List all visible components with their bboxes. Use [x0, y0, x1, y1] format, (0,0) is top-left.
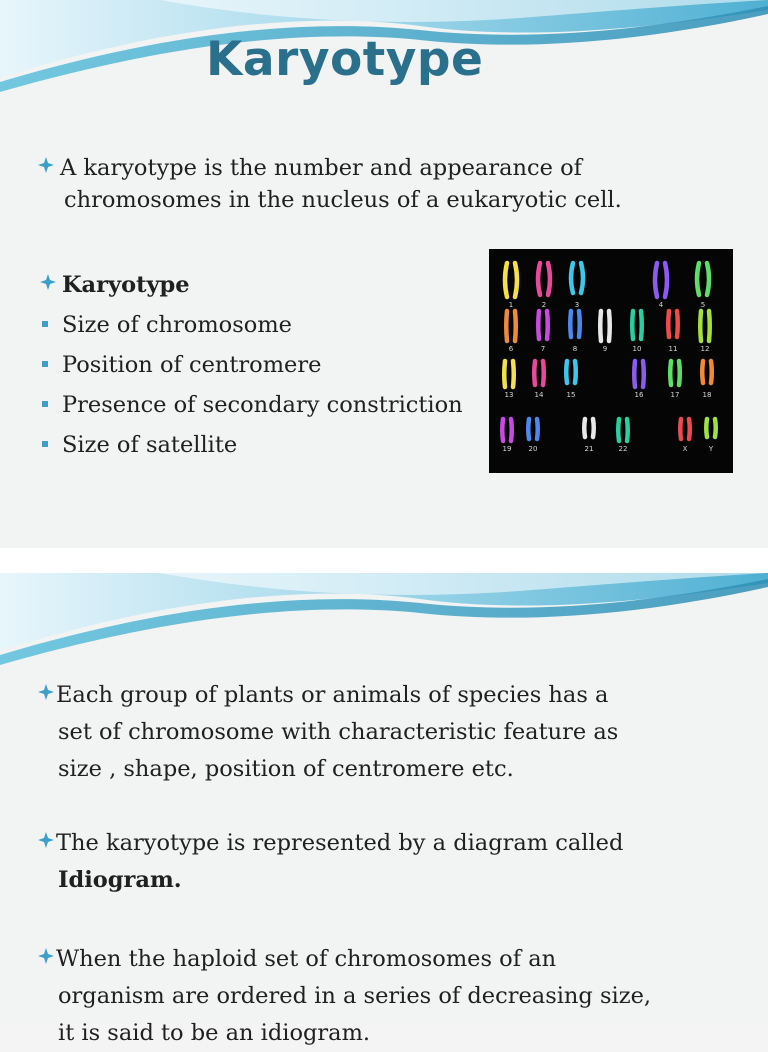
- square-bullet-icon: [42, 441, 48, 447]
- karyotype-chromosome-illustration: [489, 249, 733, 473]
- chromosome-shape: [538, 311, 539, 339]
- square-bullet-icon: [42, 321, 48, 327]
- chromosome-shape: [515, 263, 517, 297]
- chromosome-shape: [700, 311, 701, 341]
- diamond-bullet-icon: [40, 274, 56, 290]
- idiogram-term: Idiogram.: [58, 867, 182, 893]
- point1-line: size , shape, position of centromere etc.: [58, 756, 514, 782]
- chromosome-shape: [502, 419, 503, 441]
- chromosome-shape: [634, 361, 635, 387]
- chromosome-number-label: 20: [528, 445, 538, 453]
- chromosome-shape: [579, 311, 580, 337]
- definition-line-1: A karyotype is the number and appearance of: [60, 155, 582, 181]
- chromosome-shape: [570, 311, 571, 337]
- chromosome-shape: [575, 361, 576, 383]
- chromosome-shape: [571, 263, 573, 293]
- list-item-text: Size of satellite: [62, 432, 238, 458]
- chromosome-shape: [511, 419, 512, 441]
- chromosome-shape: [534, 361, 535, 385]
- point3-line: When the haploid set of chromosomes of an: [56, 946, 557, 972]
- karyotype-feature-list: [42, 265, 463, 465]
- chromosome-shape: [665, 263, 667, 297]
- list-item: [42, 425, 463, 465]
- chromosome-shape: [679, 361, 680, 385]
- slide-separator: [0, 548, 768, 573]
- chromosome-shape: [711, 361, 712, 383]
- chromosome-shape: [600, 311, 601, 341]
- chromosome-number-label: 16: [634, 391, 644, 399]
- list-item: [42, 345, 463, 385]
- chromosome-shape: [584, 419, 585, 437]
- chromosome-shape: [709, 311, 710, 341]
- chromosome-number-label: 1: [508, 301, 514, 309]
- definition-paragraph: [38, 152, 622, 216]
- chromosome-number-label: 5: [700, 301, 706, 309]
- chromosome-number-label: 17: [670, 391, 680, 399]
- chromosome-shape: [538, 263, 540, 295]
- header-wave-decoration: [0, 573, 768, 673]
- point3-line: it is said to be an idiogram.: [58, 1020, 371, 1046]
- chromosome-number-label: 22: [618, 445, 628, 453]
- chromosome-number-label: 2: [541, 301, 547, 309]
- chromosome-shape: [547, 311, 548, 339]
- chromosome-shape: [504, 361, 505, 387]
- point-species-chromosomes: [38, 677, 758, 788]
- chromosome-number-label: 19: [502, 445, 512, 453]
- diamond-bullet-icon: [38, 832, 54, 848]
- chromosome-number-label: 21: [584, 445, 594, 453]
- chromosome-number-label: 3: [574, 301, 580, 309]
- point1-line: Each group of plants or animals of species has a: [56, 682, 609, 708]
- square-bullet-icon: [42, 361, 48, 367]
- point-idiogram-diagram: [38, 825, 758, 899]
- chromosome-number-label: 13: [504, 391, 514, 399]
- chromosome-shape: [627, 419, 628, 441]
- chromosome-number-label: X: [682, 445, 688, 453]
- chromosome-shape: [680, 419, 681, 439]
- chromosome-shape: [668, 311, 669, 337]
- list-heading-text: Karyotype: [62, 272, 190, 298]
- chromosome-shape: [528, 419, 529, 439]
- chromosome-number-label: 14: [534, 391, 544, 399]
- diamond-bullet-icon: [38, 948, 54, 964]
- chromosome-number-label: 11: [668, 345, 678, 353]
- chromosome-number-label: 18: [702, 391, 712, 399]
- chromosome-number-label: Y: [708, 445, 714, 453]
- chromosome-number-label: 15: [566, 391, 576, 399]
- chromosome-shape: [641, 311, 642, 339]
- list-item-text: Size of chromosome: [62, 312, 292, 338]
- chromosome-shape: [689, 419, 690, 439]
- karyotype-image: [489, 249, 733, 473]
- list-item: [42, 305, 463, 345]
- chromosome-shape: [715, 419, 716, 437]
- chromosome-number-label: 9: [602, 345, 608, 353]
- chromosome-shape: [632, 311, 633, 339]
- chromosome-shape: [707, 263, 709, 295]
- chromosome-number-label: 7: [540, 345, 546, 353]
- chromosome-shape: [706, 419, 707, 437]
- chromosome-number-label: 12: [700, 345, 710, 353]
- chromosome-shape: [702, 361, 703, 383]
- chromosome-shape: [643, 361, 644, 387]
- chromosome-shape: [537, 419, 538, 439]
- chromosome-shape: [515, 311, 516, 341]
- diamond-bullet-icon: [38, 684, 54, 700]
- chromosome-shape: [655, 263, 657, 297]
- chromosome-shape: [506, 311, 507, 341]
- chromosome-shape: [581, 263, 583, 293]
- chromosome-shape: [593, 419, 594, 437]
- definition-line-2: chromosomes in the nucleus of a eukaryotic cell.: [64, 187, 622, 213]
- chromosome-shape: [697, 263, 699, 295]
- list-item: [42, 385, 463, 425]
- point2-line: The karyotype is represented by a diagram called: [56, 830, 624, 856]
- slide-idiogram: [0, 573, 768, 1046]
- chromosome-shape: [566, 361, 567, 383]
- square-bullet-icon: [42, 401, 48, 407]
- point1-line: set of chromosome with characteristic feature as: [58, 719, 619, 745]
- chromosome-shape: [513, 361, 514, 387]
- chromosome-number-label: 4: [658, 301, 664, 309]
- list-heading: [40, 265, 463, 305]
- point3-line: organism are ordered in a series of decreasing size,: [58, 983, 652, 1009]
- chromosome-shape: [670, 361, 671, 385]
- list-item-text: Position of centromere: [62, 352, 322, 378]
- list-item-text: Presence of secondary constriction: [62, 392, 463, 418]
- chromosome-shape: [677, 311, 678, 337]
- chromosome-number-label: 10: [632, 345, 642, 353]
- slide-title: Karyotype: [206, 32, 484, 87]
- diamond-bullet-icon: [38, 157, 54, 173]
- chromosome-shape: [618, 419, 619, 441]
- chromosome-shape: [505, 263, 507, 297]
- chromosome-shape: [548, 263, 550, 295]
- point-haploid-set: [38, 941, 758, 1052]
- chromosome-shape: [543, 361, 544, 385]
- chromosome-number-label: 6: [508, 345, 514, 353]
- chromosome-number-label: 8: [572, 345, 578, 353]
- chromosome-shape: [609, 311, 610, 341]
